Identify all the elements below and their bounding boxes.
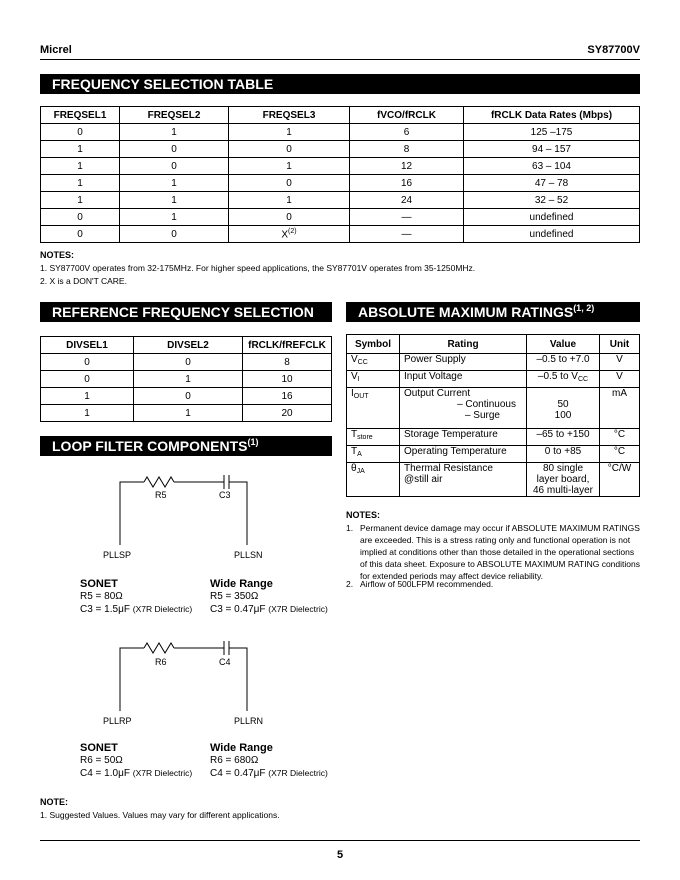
cell: 0 (229, 209, 350, 226)
col-unit: Unit (600, 335, 640, 354)
cell: mA (600, 388, 640, 429)
cell: 16 (243, 388, 332, 405)
freq-note-2: 2. X is a DON'T CARE. (40, 276, 127, 286)
symbol-tstore: $T_{store}$ (347, 429, 400, 446)
cell: 20 (243, 405, 332, 422)
cell: 16 (350, 175, 464, 192)
cell: — (350, 226, 464, 243)
header-rule (40, 59, 640, 60)
table-row (347, 354, 640, 371)
cell: –0.5 to $V_{CC}$ (527, 371, 600, 388)
loop-filter-note: 1. Suggested Values. Values may vary for different applications. (40, 810, 280, 820)
cell: 1 (229, 192, 350, 209)
col-rating: Rating (400, 335, 527, 354)
table-header-row (41, 107, 640, 124)
cell: 10 (243, 371, 332, 388)
cell: Thermal Resistance @still air (400, 463, 527, 497)
cell: 0 (120, 141, 229, 158)
dielectric-note: (X7R Dielectric) (268, 604, 328, 614)
cell: 0 (41, 124, 120, 141)
x-footnote-ref: (2) (288, 227, 297, 235)
sonet-c4: C4 = 1.0μF (80, 768, 130, 779)
cell: 1 (41, 175, 120, 192)
page-number: 5 (336, 849, 344, 861)
table-header-row (41, 337, 332, 354)
c3-label: C3 (219, 490, 231, 500)
table-row (41, 175, 640, 192)
wide-r6: R6 = 680Ω (210, 755, 259, 766)
wide-c4: C4 = 0.47μF (210, 768, 266, 779)
cell: Output Current – Continuous – Surge (400, 388, 527, 429)
col-divsel1: DIVSEL1 (41, 337, 134, 354)
r5-label: R5 (155, 490, 167, 500)
ref-table-title-band (40, 302, 332, 322)
cell: 50 100 (527, 388, 600, 429)
table-header-row (347, 335, 640, 354)
table-row (41, 388, 332, 405)
freq-note-1: 1. SY87700V operates from 32-175MHz. For higher speed applications, the SY87701V operates from 35-1250MHz. (40, 263, 476, 273)
col-freqsel2: FREQSEL2 (120, 107, 229, 124)
table-row (347, 429, 640, 446)
cell: –65 to +150 (527, 429, 600, 446)
cell: 0 (120, 226, 229, 243)
cell: 125 –175 (464, 124, 640, 141)
cell: 1 (41, 141, 120, 158)
sonet-title: SONET (80, 742, 118, 754)
cell: Operating Temperature (400, 446, 527, 463)
cell: –0.5 to +7.0 (527, 354, 600, 371)
cell: 1 (120, 209, 229, 226)
wide-range-title: Wide Range (210, 742, 273, 754)
table-row (347, 446, 640, 463)
frequency-selection-table (40, 106, 640, 243)
table-row (41, 405, 332, 422)
sonet-values-2 (80, 742, 192, 780)
cell: 0 (229, 175, 350, 192)
wide-r5: R5 = 350Ω (210, 591, 259, 602)
cell: 0 (41, 226, 120, 243)
loop-filter-title: LOOP FILTER COMPONENTS (52, 438, 248, 454)
pllrn-pin: PLLRN (234, 716, 264, 726)
freq-notes-title: NOTES: (40, 250, 75, 260)
cell: °C/W (600, 463, 640, 497)
symbol-theta-ja: $\theta_{JA}$ (347, 463, 400, 497)
loop-filter-circuit-2 (110, 636, 270, 716)
cell: °C (600, 429, 640, 446)
cell: 1 (41, 405, 134, 422)
cell: 94 – 157 (464, 141, 640, 158)
dielectric-note: (X7R Dielectric) (132, 768, 193, 778)
cell: 0 (229, 141, 350, 158)
amr-note-1-num: 1. (346, 523, 354, 533)
footer-rule (40, 840, 640, 841)
wide-c3-line (210, 603, 328, 616)
cell: 0 (41, 371, 134, 388)
sonet-r6: R6 = 50Ω (80, 755, 123, 766)
cell: 32 – 52 (464, 192, 640, 209)
table-row (41, 124, 640, 141)
ref-table-title: REFERENCE FREQUENCY SELECTION (52, 304, 314, 320)
wide-c3: C3 = 0.47μF (210, 604, 266, 615)
r6-label: R6 (155, 657, 167, 667)
cell: 0 (41, 354, 134, 371)
pllrp-pin: PLLRP (103, 716, 132, 726)
c4-label: C4 (219, 657, 231, 667)
sonet-title: SONET (80, 578, 118, 590)
col-freqsel3: FREQSEL3 (229, 107, 350, 124)
amr-notes-title: NOTES: (346, 510, 381, 520)
sonet-c4-line (80, 767, 192, 780)
loop-filter-footnote-ref: (1) (247, 437, 259, 447)
dielectric-note: (X7R Dielectric) (132, 604, 193, 614)
cell: 8 (243, 354, 332, 371)
reference-frequency-table (40, 336, 332, 422)
cell: undefined (464, 209, 640, 226)
table-row (41, 158, 640, 175)
col-fvco-frclk: fVCO/fRCLK (350, 107, 464, 124)
sonet-values-1 (80, 578, 192, 616)
cell: 1 (134, 371, 243, 388)
cell: 0 (134, 354, 243, 371)
freq-table-title-band (40, 74, 640, 94)
cell: 1 (41, 192, 120, 209)
cell: 1 (134, 405, 243, 422)
resistor-r6-symbol (144, 643, 174, 653)
header-part-number: SY87700V (587, 44, 640, 56)
cell: 47 – 78 (464, 175, 640, 192)
cell: 1 (120, 192, 229, 209)
cell: V (600, 354, 640, 371)
cell: 6 (350, 124, 464, 141)
freq-table-title: FREQUENCY SELECTION TABLE (52, 76, 274, 92)
symbol-ta: $T_A$ (347, 446, 400, 463)
pllsn-pin: PLLSN (234, 550, 263, 560)
table-row (41, 354, 332, 371)
col-divsel2: DIVSEL2 (134, 337, 243, 354)
col-data-rates: fRCLK Data Rates (Mbps) (464, 107, 640, 124)
cell: Storage Temperature (400, 429, 527, 446)
table-row (41, 141, 640, 158)
cell: 1 (120, 124, 229, 141)
amr-note-2-num: 2. (346, 579, 354, 589)
dielectric-note: (X7R Dielectric) (268, 768, 328, 778)
cell: 0 (120, 158, 229, 175)
cell: 1 (229, 124, 350, 141)
amr-footnote-ref: (1, 2) (573, 303, 595, 313)
loop-filter-note-title: NOTE: (40, 797, 68, 807)
cell-x-dont-care (229, 226, 350, 243)
cell: 63 – 104 (464, 158, 640, 175)
wide-range-title: Wide Range (210, 578, 273, 590)
wide-range-values-2 (210, 742, 328, 780)
cell: 1 (229, 158, 350, 175)
cell: 0 to +85 (527, 446, 600, 463)
col-symbol: Symbol (347, 335, 400, 354)
col-freqsel1: FREQSEL1 (41, 107, 120, 124)
col-frclk-frefclk: fRCLK/fREFCLK (243, 337, 332, 354)
symbol-iout: $I_{OUT}$ (347, 388, 400, 429)
cell: 1 (41, 388, 134, 405)
cell: 12 (350, 158, 464, 175)
table-row (347, 463, 640, 497)
cell: V (600, 371, 640, 388)
table-row (347, 371, 640, 388)
cell: Power Supply (400, 354, 527, 371)
table-row (347, 388, 640, 429)
loop-filter-circuit-1 (110, 470, 270, 550)
cell: 0 (134, 388, 243, 405)
symbol-vi: $V_I$ (347, 371, 400, 388)
cell: 0 (41, 209, 120, 226)
wide-range-values-1 (210, 578, 328, 616)
wire (120, 482, 144, 545)
cell: °C (600, 446, 640, 463)
cell: 80 single layer board, 46 multi-layer (527, 463, 600, 497)
x-value: X (281, 229, 289, 241)
wide-c4-line (210, 767, 328, 780)
cell: Input Voltage (400, 371, 527, 388)
table-row (41, 192, 640, 209)
sonet-c3-line (80, 603, 192, 616)
cell: — (350, 209, 464, 226)
cell: 1 (41, 158, 120, 175)
sonet-c3: C3 = 1.5μF (80, 604, 130, 615)
table-row (41, 371, 332, 388)
cell: 24 (350, 192, 464, 209)
col-value: Value (527, 335, 600, 354)
amr-title: ABSOLUTE MAXIMUM RATINGS (358, 304, 574, 320)
table-row (41, 226, 640, 243)
table-row (41, 209, 640, 226)
absolute-maximum-ratings-table (346, 334, 640, 497)
amr-note-2: Airflow of 500LFPM recommended. (360, 579, 494, 589)
amr-title-band (346, 302, 640, 322)
resistor-r5-symbol (144, 477, 174, 487)
amr-note-1: Permanent device damage may occur if ABSOLUTE MAXIMUM RATINGS are exceeded. This is a stress rating only and functional operation is not implied at conditions other than those detailed in the operational sections of this data sheet. Exposure to ABSOLUTE MAXIMUM RATING conditions for extended periods may affect device reliability. (360, 523, 640, 581)
cell: 1 (120, 175, 229, 192)
loop-filter-title-band (40, 436, 332, 456)
pllsp-pin: PLLSP (103, 550, 132, 560)
header-company: Micrel (40, 44, 72, 56)
symbol-vcc: $V_{CC}$ (347, 354, 400, 371)
sonet-r5: R5 = 80Ω (80, 591, 123, 602)
cell: 8 (350, 141, 464, 158)
cell: undefined (464, 226, 640, 243)
